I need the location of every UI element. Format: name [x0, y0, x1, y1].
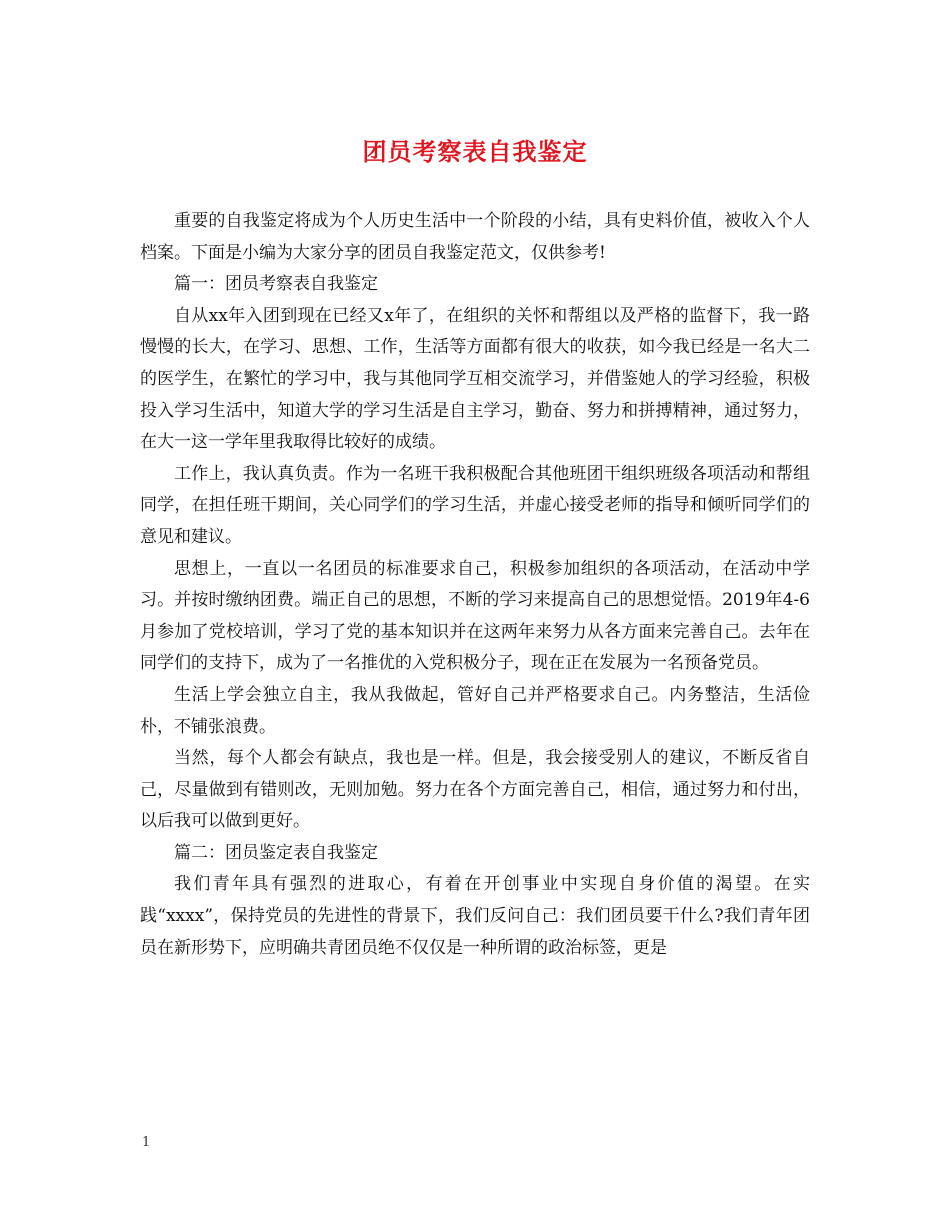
document-body: [140, 206, 810, 964]
paragraph-thought: 思想上，一直以一名团员的标准要求自己，积极参加组织的各项活动，在活动中学习。并按时缴纳团费。端正自己的思想，不断的学习来提高自己的思想觉悟。2019年4-6月参加了党校培训，学习了党的基本知识并在这两年来努力从各方面来完善自己。去年在同学们的支持下，成为了一名推优的入党积极分子，现在正在发展为一名预备党员。: [140, 558, 810, 674]
paragraph-life: 生活上学会独立自主，我从我做起，管好自己并严格要求自己。内务整洁，生活俭朴，不铺张浪费。: [140, 684, 810, 737]
paragraph-joining: 自从xx年入团到现在已经又x年了，在组织的关怀和帮组以及严格的监督下，我一路慢慢的长大，在学习、思想、工作，生活等方面都有很大的收获，如今我已经是一名大二的医学生，在繁忙的学习中，我与其他同学互相交流学习，并借鉴她人的学习经验，积极投入学习生活中，知道大学的学习生活是自主学习，勤奋、努力和拼搏精神，通过努力，在大一这一学年里我取得比较好的成绩。: [140, 305, 810, 453]
section-heading-part-two: 篇二：团员鉴定表自我鉴定: [174, 842, 378, 863]
page-number: 1: [142, 1135, 151, 1150]
section-heading-part-one: 篇一：团员考察表自我鉴定: [174, 274, 378, 295]
document-title: 团员考察表自我鉴定: [362, 137, 588, 166]
paragraph-intro: 重要的自我鉴定将成为个人历史生活中一个阶段的小结，具有史料价值，被收入个人档案。下面是小编为大家分享的团员自我鉴定范文，仅供参考!: [140, 211, 810, 263]
paragraph-shortcomings: 当然，每个人都会有缺点，我也是一样。但是，我会接受别人的建议，不断反省自己，尽量做到有错则改，无则加勉。努力在各个方面完善自己，相信，通过努力和付出，以后我可以做到更好。: [140, 748, 810, 832]
paragraph-youth: 我们青年具有强烈的进取心，有着在开创事业中实现自身价值的渴望。在实践“xxxx”，保持党员的先进性的背景下，我们反问自己：我们团员要干什么?我们青年团员在新形势下，应明确共青团员绝不仅仅是一种所谓的政治标签，更是: [140, 874, 810, 958]
paragraph-work: 工作上，我认真负责。作为一名班干我积极配合其他班团干组织班级各项活动和帮组同学，在担任班干期间，关心同学们的学习生活，并虚心接受老师的指导和倾听同学们的意见和建议。: [140, 463, 810, 547]
